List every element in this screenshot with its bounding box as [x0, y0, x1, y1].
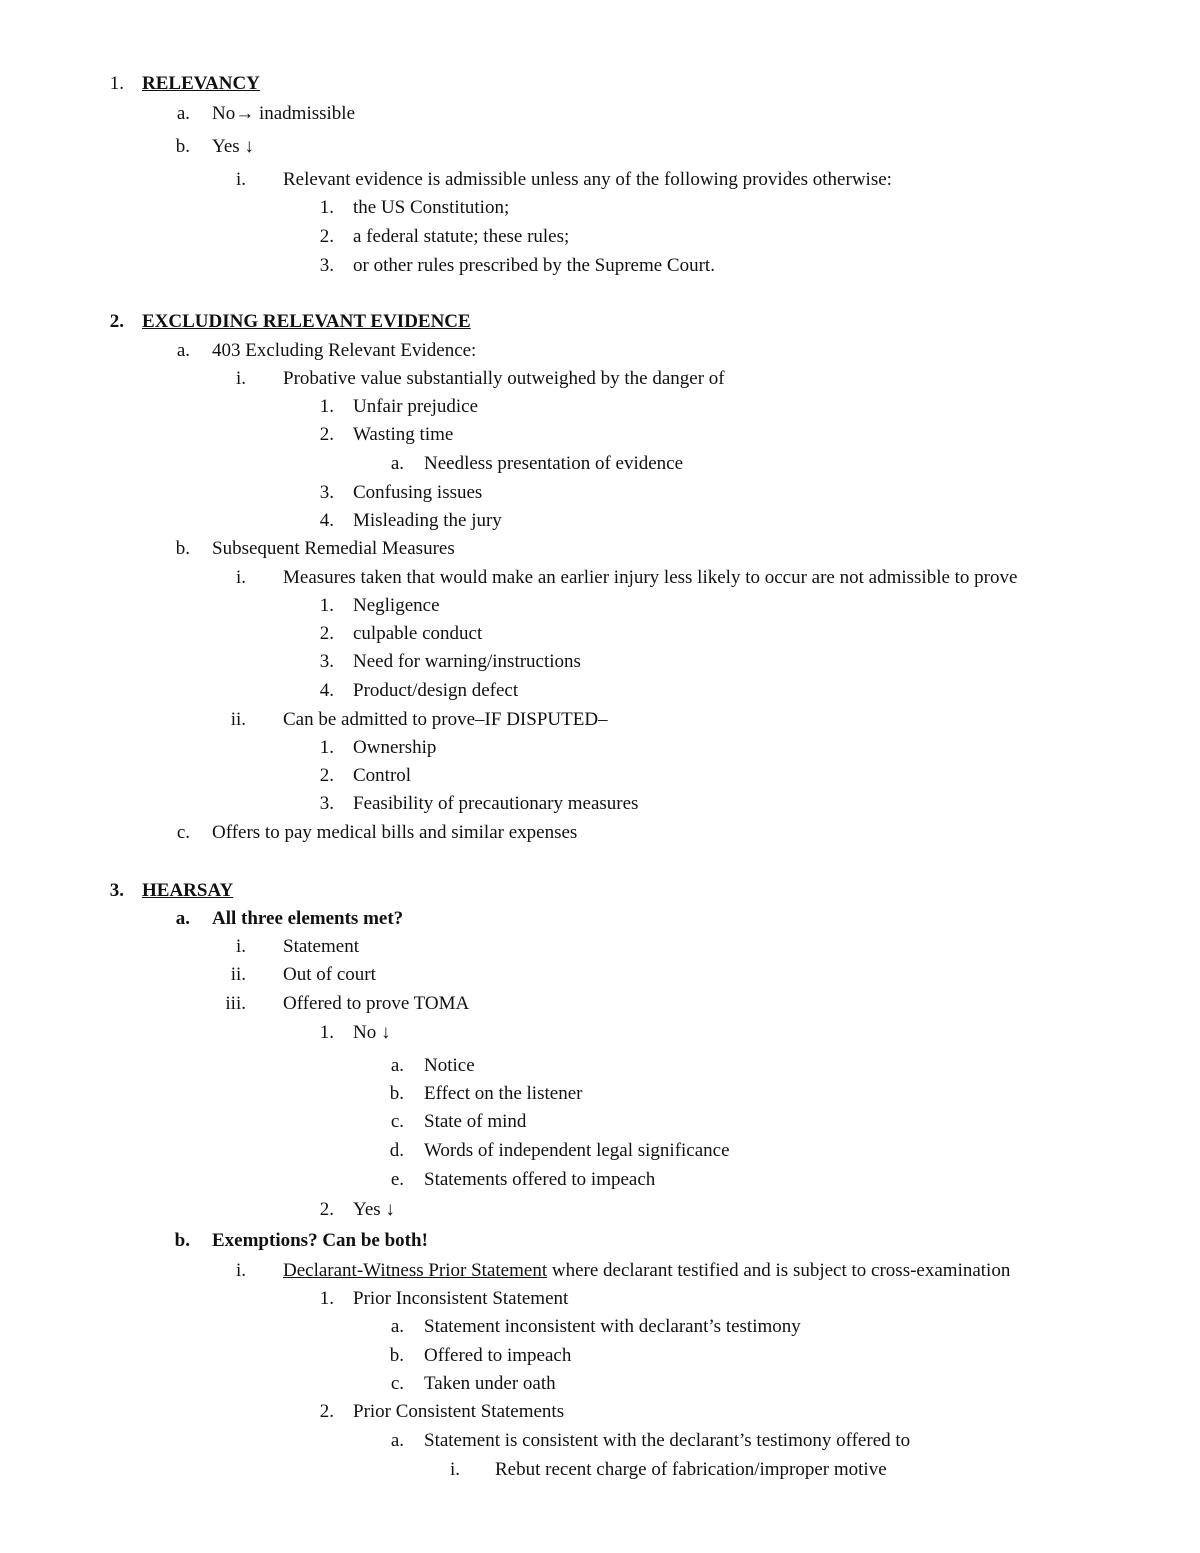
item-number: b.	[389, 1345, 404, 1366]
item-text: Statements offered to impeach	[424, 1169, 656, 1190]
item-text: Exemptions? Can be both!	[212, 1230, 428, 1251]
item-number: ii.	[230, 964, 246, 985]
item-text: Measures taken that would make an earlier injury less likely to occur are not admissible to prove	[283, 567, 1018, 588]
item-text	[283, 1259, 1010, 1283]
item-number: iii.	[225, 993, 246, 1014]
item-text: Product/design defect	[353, 680, 519, 701]
item-number: a.	[390, 1430, 404, 1451]
item-text: Needless presentation of evidence	[424, 453, 684, 474]
item-number: 3.	[319, 482, 334, 503]
item-text: All three elements met?	[212, 908, 404, 929]
item-number: 1.	[319, 197, 334, 218]
item-text: Wasting time	[353, 424, 454, 445]
item-number: i.	[235, 169, 246, 190]
item-number: i.	[235, 368, 246, 389]
item-text: Unfair prejudice	[353, 396, 479, 417]
section-number: 2.	[109, 311, 124, 332]
declarant-witness-link-text: Declarant-Witness Prior Statement	[283, 1260, 548, 1281]
item-text: Offered to impeach	[424, 1345, 572, 1366]
item-number: b.	[175, 538, 190, 559]
item-number: 1.	[319, 1022, 334, 1043]
item-text-rest: where declarant testified and is subject to cross-examination	[547, 1260, 1011, 1281]
item-number: 3.	[319, 651, 334, 672]
item-text: Statement is consistent with the declarant’s testimony offered to	[424, 1430, 911, 1451]
section-number: 1.	[109, 73, 124, 94]
item-text: Ownership	[353, 737, 437, 758]
item-text: Misleading the jury	[353, 510, 502, 531]
item-text: No→ inadmissible	[212, 103, 356, 124]
item-number: a.	[175, 908, 190, 929]
item-text: Feasibility of precautionary measures	[353, 793, 639, 814]
item-text: Out of court	[283, 964, 376, 985]
item-number: 1.	[319, 737, 334, 758]
item-text: Taken under oath	[424, 1373, 556, 1394]
item-number: b.	[389, 1083, 404, 1104]
section-number: 3.	[109, 880, 124, 901]
item-text: Control	[353, 765, 412, 786]
item-number: c.	[390, 1373, 404, 1394]
item-text: Statement inconsistent with declarant’s testimony	[424, 1316, 801, 1337]
item-number: a.	[390, 1316, 404, 1337]
item-number: 1.	[319, 595, 334, 616]
item-number: 1.	[319, 396, 334, 417]
item-number: 3.	[319, 793, 334, 814]
item-number: c.	[176, 822, 190, 843]
item-text: Yes ↓	[212, 136, 254, 157]
item-number: a.	[176, 103, 190, 124]
section-title: HEARSAY	[142, 880, 234, 901]
item-number: e.	[390, 1169, 404, 1190]
item-text: Negligence	[353, 595, 440, 616]
item-number: 2.	[319, 623, 334, 644]
item-text: Effect on the listener	[424, 1083, 583, 1104]
section-title: RELEVANCY	[142, 73, 260, 94]
section-title: EXCLUDING RELEVANT EVIDENCE	[142, 311, 471, 332]
item-number: c.	[390, 1111, 404, 1132]
item-text: a federal statute; these rules;	[353, 226, 570, 247]
item-text: Notice	[424, 1055, 475, 1076]
item-number: ii.	[230, 709, 246, 730]
item-text: Statement	[283, 936, 359, 957]
item-number: a.	[390, 1055, 404, 1076]
item-number: 4.	[319, 680, 334, 701]
item-number: 2.	[319, 1199, 334, 1220]
item-number: a.	[390, 453, 404, 474]
item-text: the US Constitution;	[353, 197, 510, 218]
item-text: Confusing issues	[353, 482, 483, 503]
item-number: i.	[235, 567, 246, 588]
item-text: Probative value substantially outweighed by the danger of	[283, 368, 725, 389]
item-text: Rebut recent charge of fabrication/improper motive	[495, 1459, 887, 1480]
item-text: Relevant evidence is admissible unless any of the following provides otherwise:	[283, 169, 892, 190]
item-number: 2.	[319, 424, 334, 445]
item-text: Words of independent legal significance	[424, 1140, 730, 1161]
item-text: No ↓	[353, 1022, 391, 1043]
item-text: Can be admitted to prove–IF DISPUTED–	[283, 709, 608, 730]
item-number: b.	[174, 1230, 190, 1251]
item-number: 2.	[319, 765, 334, 786]
item-text: Prior Inconsistent Statement	[353, 1288, 569, 1309]
item-number: b.	[175, 136, 190, 157]
item-text: Yes ↓	[353, 1199, 395, 1220]
item-number: 1.	[319, 1288, 334, 1309]
item-number: i.	[449, 1459, 460, 1480]
item-text: Offers to pay medical bills and similar expenses	[212, 822, 578, 843]
item-number: d.	[389, 1140, 404, 1161]
item-text: 403 Excluding Relevant Evidence:	[212, 340, 477, 361]
item-text: Need for warning/instructions	[353, 651, 581, 672]
item-text: or other rules prescribed by the Supreme Court.	[353, 255, 715, 276]
item-number: i.	[235, 1260, 246, 1281]
item-text: Prior Consistent Statements	[353, 1401, 565, 1422]
item-text: Subsequent Remedial Measures	[212, 538, 455, 559]
item-text: Offered to prove TOMA	[283, 993, 470, 1014]
item-number: a.	[176, 340, 190, 361]
item-number: i.	[235, 936, 246, 957]
item-number: 4.	[319, 510, 334, 531]
item-number: 2.	[319, 226, 334, 247]
item-text: State of mind	[424, 1111, 527, 1132]
item-number: 3.	[319, 255, 334, 276]
item-text: culpable conduct	[353, 623, 483, 644]
item-number: 2.	[319, 1401, 334, 1422]
